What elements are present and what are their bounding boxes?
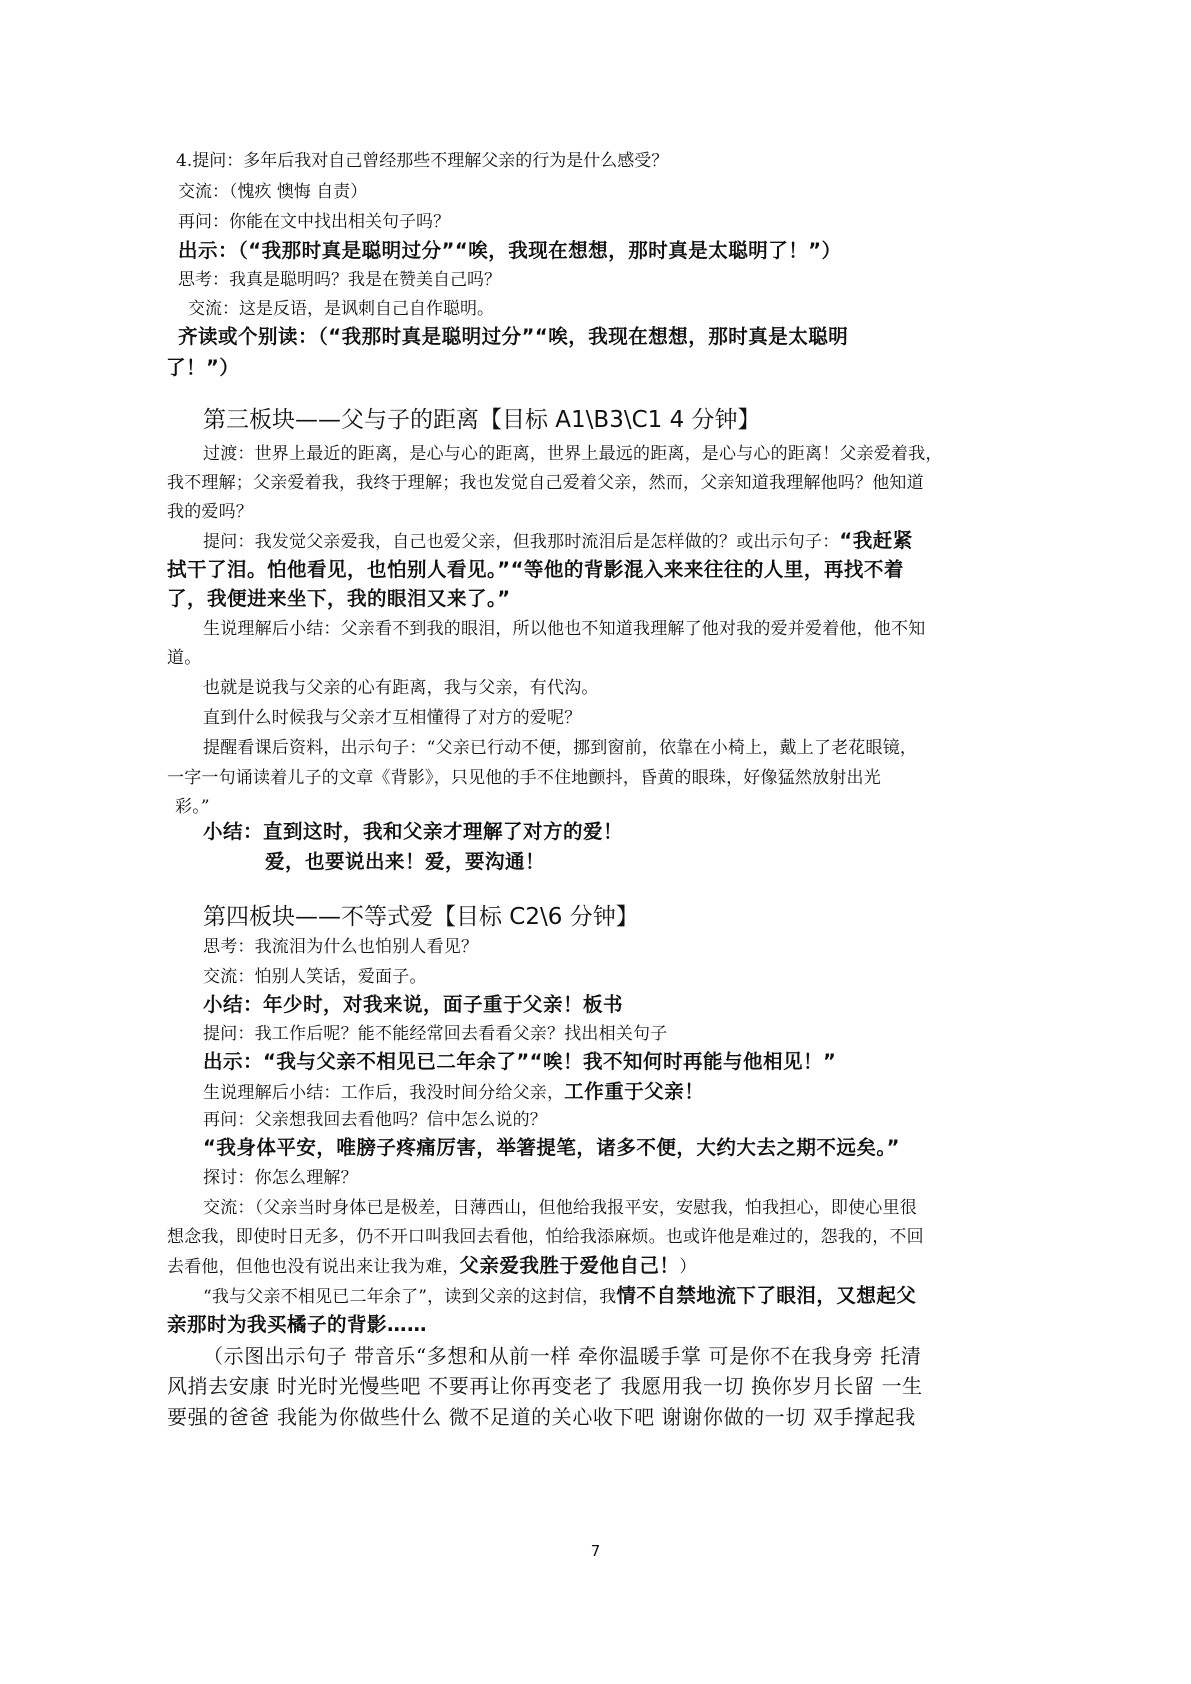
conclusion-line-2: 爱，也要说出来！爱，要沟通！ — [265, 850, 546, 873]
discuss-line: 探讨：你怎么理解？ — [203, 1168, 358, 1188]
section-3-heading: 第三板块——父与子的距离【目标 A1\B3\C1 4 分钟】 — [203, 407, 761, 433]
reminder-line-2: 一字一句诵读着儿子的文章《背影》，只见他的手不住地颤抖，昏黄的眼珠，好像猛然放射出光 — [167, 768, 881, 788]
page-number: 7 — [590, 1542, 601, 1560]
distance-line: 也就是说我与父亲的心有距离，我与父亲，有代沟。 — [203, 678, 599, 698]
exchange-father-bold: 父亲爱我胜于爱他自己！ — [459, 1254, 680, 1277]
until-when-line: 直到什么时候我与父亲才互相懂得了对方的爱呢？ — [203, 708, 582, 728]
re-ask-letter-line: 再问：父亲想我回去看他吗？信中怎么说的？ — [203, 1110, 547, 1130]
exchange-father-close: ） — [679, 1257, 697, 1277]
exchange-line: 交流：（愧疚 懊悔 自责） — [178, 182, 368, 202]
show-quote-line: 出示：（“我那时真是聪明过分”“唉，我现在想想，那时真是太聪明了！”） — [178, 239, 842, 262]
re-ask-line: 再问：你能在文中找出相关句子吗？ — [178, 212, 450, 232]
song-line-1: （示图出示句子 带音乐“多想和从前一样 牵你温暖手掌 可是你不在我身旁 托清 — [203, 1344, 922, 1368]
read-aloud-line-cont: 了！”） — [166, 356, 240, 379]
summary-face-line: 小结：年少时，对我来说，面子重于父亲！板书 — [203, 993, 624, 1016]
letter-read-text: “我与父亲不相见已二年余了”，读到父亲的这封信，我 — [203, 1287, 617, 1307]
song-line-2: 风捎去安康 时光时光慢些吧 不要再让你再变老了 我愿用我一切 换你岁月长留 一生 — [167, 1374, 923, 1398]
exchange-father-line-3 — [167, 1254, 1007, 1279]
letter-read-bold: 情不自禁地流下了眼泪，又想起父 — [616, 1284, 917, 1307]
think-tears-line: 思考：我流泪为什么也怕别人看见？ — [203, 937, 479, 957]
show-two-years-line: 出示：“我与父亲不相见已二年余了”“唉！我不知何时再能与他相见！” — [203, 1050, 837, 1073]
ask-quote-line-2: 拭干了泪。怕他看见，也怕别人看见。”“等他的背影混入来来往往的人里，再找不着 — [167, 558, 904, 581]
exchange-father-line-1: 交流：（父亲当时身体已是极差，日薄西山，但他给我报平安，安慰我，怕我担心，即使心里很 — [203, 1198, 917, 1218]
work-summary-line — [203, 1080, 1043, 1105]
question-4: 4.提问：多年后我对自己曾经那些不理解父亲的行为是什么感受？ — [176, 151, 669, 171]
ask-quote-start: “我赶紧 — [839, 529, 913, 552]
exchange-face-line: 交流：怕别人笑话，爱面子。 — [203, 967, 427, 987]
exchange-father-text: 去看他，但他也没有说出来让我为难， — [167, 1257, 460, 1277]
section-4-heading: 第四板块——不等式爱【目标 C2\6 分钟】 — [203, 904, 639, 930]
exchange-father-line-2: 想念我，即使时日无多，仍不开口叫我回去看他，怕给我添麻烦。也或许他是难过的，怨我的，不回 — [167, 1227, 924, 1247]
reminder-line-1: 提醒看课后资料，出示句子：“父亲已行动不便，挪到窗前，依靠在小椅上，戴上了老花眼镜， — [203, 738, 918, 758]
ask-quote-line-3: 了，我便进来坐下，我的眼泪又来了。” — [167, 587, 511, 610]
transition-line-1: 过渡：世界上最近的距离，是心与心的距离，世界上最远的距离，是心与心的距离！父亲爱着我， — [203, 444, 943, 464]
think-line: 思考：我真是聪明吗？我是在赞美自己吗？ — [178, 270, 501, 290]
ask-work-line: 提问：我工作后呢？能不能经常回去看看父亲？找出相关句子 — [203, 1024, 668, 1044]
transition-line-2: 我不理解；父亲爱着我，我终于理解；我也发觉自己爱着父亲，然而，父亲知道我理解他吗？他知道 — [167, 473, 924, 493]
conclusion-line-1: 小结：直到这时，我和父亲才理解了对方的爱！ — [203, 820, 624, 843]
work-summary-bold: 工作重于父亲！ — [564, 1080, 705, 1103]
ask-line — [203, 529, 1043, 554]
work-summary-text: 生说理解后小结：工作后，我没时间分给父亲， — [203, 1083, 565, 1103]
summary-line-2: 道。 — [167, 648, 202, 668]
song-line-3: 要强的爸爸 我能为你做些什么 微不足道的关心收下吧 谢谢你做的一切 双手撑起我 — [167, 1405, 916, 1429]
read-aloud-line: 齐读或个别读：（“我那时真是聪明过分”“唉，我现在想想，那时真是太聪明 — [178, 325, 849, 348]
ask-text: 提问：我发觉父亲爱我，自己也爱父亲，但我那时流泪后是怎样做的？或出示句子： — [203, 532, 840, 552]
letter-read-line — [203, 1284, 1043, 1309]
summary-line-1: 生说理解后小结：父亲看不到我的眼泪，所以他也不知道我理解了他对我的爱并爱着他，他不知 — [203, 619, 926, 639]
transition-line-3: 我的爱吗？ — [167, 502, 253, 522]
orange-memory-line: 亲那时为我买橘子的背影…… — [167, 1313, 428, 1336]
exchange-irony-line: 交流：这是反语，是讽刺自己自作聪明。 — [188, 299, 494, 319]
reminder-line-3: 彩。” — [175, 797, 210, 817]
letter-quote-line: “我身体平安，唯膀子疼痛厉害，举箸提笔，诸多不便，大约大去之期不远矣。” — [203, 1136, 900, 1159]
